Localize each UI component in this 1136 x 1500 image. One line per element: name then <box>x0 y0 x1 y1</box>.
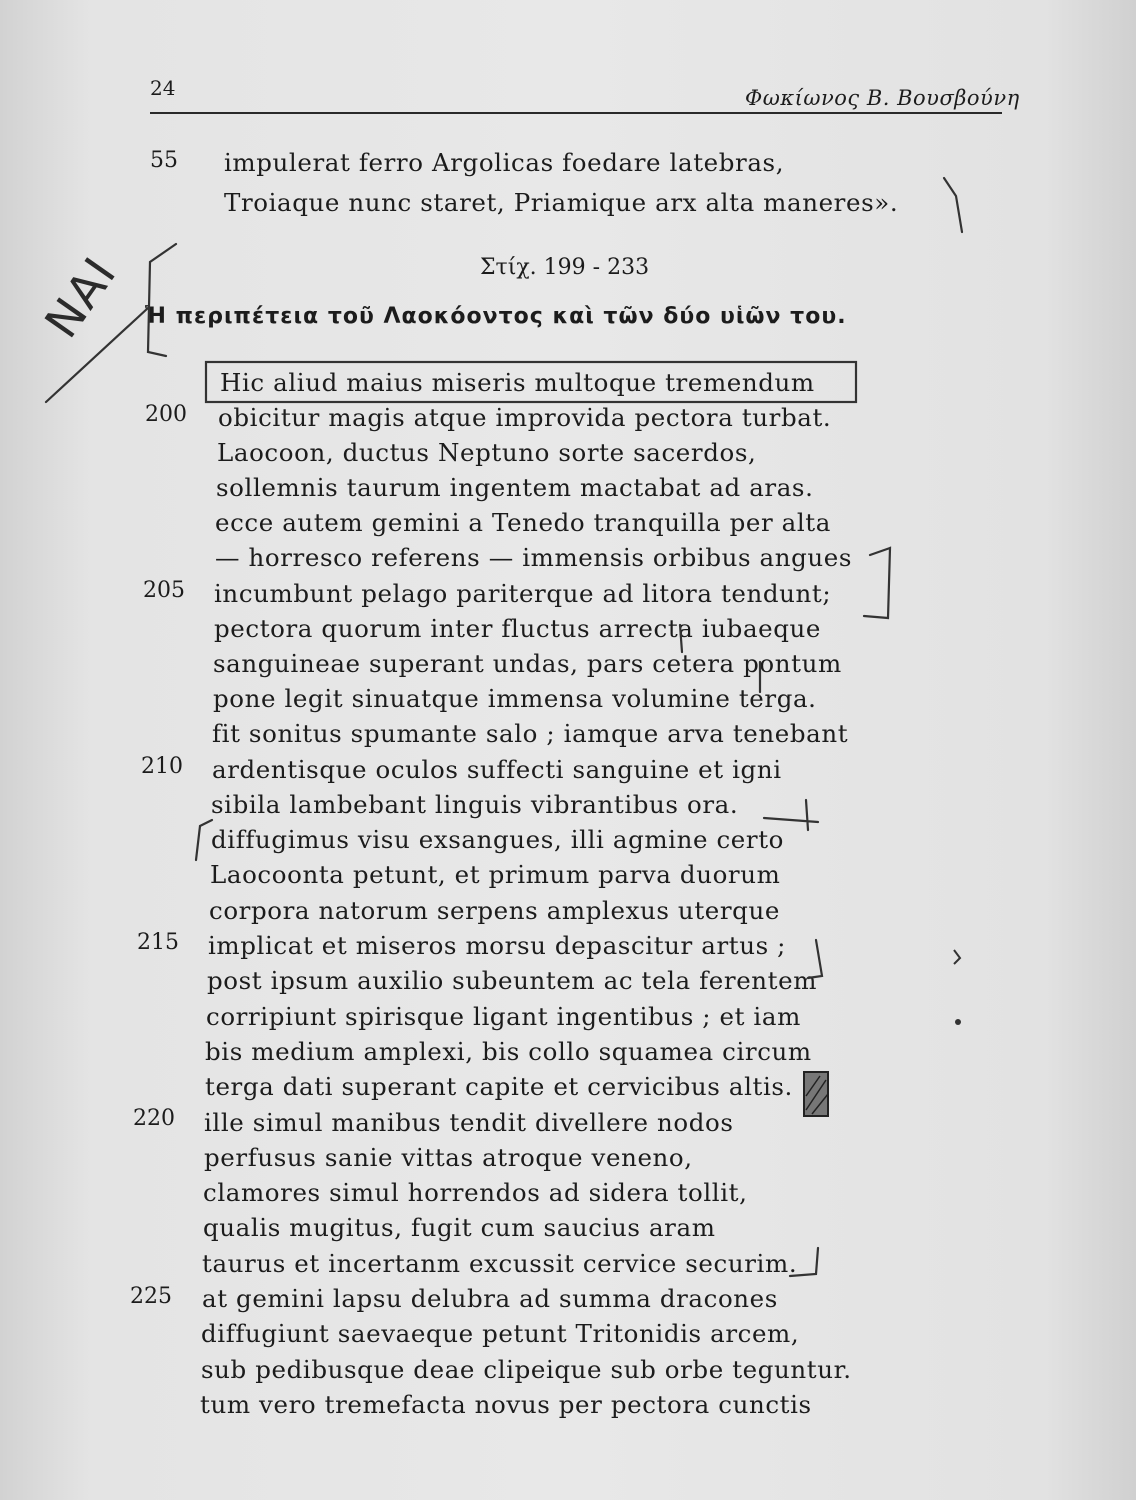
verse-line: fit sonitus spumante salo ; iamque arva tenebant <box>212 719 849 748</box>
verse-line: corpora natorum serpens amplexus uterque <box>209 896 780 925</box>
verse-line: sollemnis taurum ingentem mactabat ad aras. <box>216 473 814 502</box>
verse-line: tum vero tremefacta novus per pectora cunctis <box>200 1390 812 1419</box>
check-mark-icon <box>764 800 818 830</box>
running-head: Φωκίωνος Β. Βουσβούνη <box>745 86 1020 110</box>
verse-line: sibila lambebant linguis vibrantibus ora. <box>211 790 739 819</box>
line-number: 205 <box>143 578 185 603</box>
check-mark-icon <box>790 1248 818 1276</box>
verse-line: clamores simul horrendos ad sidera tollit, <box>203 1178 748 1207</box>
verse-line: sub pedibusque deae clipeique sub orbe teguntur. <box>201 1355 852 1384</box>
verse-line: qualis mugitus, fugit cum saucius aram <box>203 1213 716 1242</box>
verse-line: diffugimus visu exsangues, illi agmine certo <box>211 825 785 854</box>
verse-reference: Στίχ. 199 - 233 <box>480 255 650 280</box>
line-number: 55 <box>150 148 178 173</box>
verse-line: terga dati superant capite et cervicibus altis. <box>205 1072 793 1101</box>
verse-line: at gemini lapsu delubra ad summa dracones <box>202 1284 778 1313</box>
verse-line: obicitur magis atque improvida pectora turbat. <box>218 403 832 432</box>
page-number: 24 <box>150 76 176 100</box>
verse-line: ardentisque oculos suffecti sanguine et igni <box>212 755 782 784</box>
bracket-mark <box>864 548 890 618</box>
line-number: 215 <box>137 930 179 955</box>
verse-line: — horresco referens — immensis orbibus angues <box>215 543 853 572</box>
verse-line: Laocoon, ductus Neptuno sorte sacerdos, <box>217 438 757 467</box>
highlight-box <box>206 362 856 402</box>
verse-line: Troiaque nunc staret, Priamique arx alta maneres». <box>224 188 899 217</box>
bracket-mark <box>808 940 822 978</box>
verse-line: implicat et miseros morsu depascitur artus ; <box>208 931 786 960</box>
verse-line: incumbunt pelago pariterque ad litora tendunt; <box>214 579 832 608</box>
bracket-mark <box>196 820 212 860</box>
verse-line: perfusus sanie vittas atroque veneno, <box>204 1143 693 1172</box>
verse-line: pone legit sinuatque immensa volumine terga. <box>213 684 817 713</box>
verse-line: taurus et incertanm excussit cervice securim. <box>202 1249 798 1278</box>
bracket-mark <box>148 244 176 356</box>
line-number: 210 <box>141 754 183 779</box>
verse-line: ecce autem gemini a Tenedo tranquilla per alta <box>215 508 831 537</box>
margin-tick <box>954 950 960 964</box>
line-number: 220 <box>133 1106 175 1131</box>
verse-line: Hic aliud maius miseris multoque tremendum <box>220 368 815 397</box>
line-number: 200 <box>145 402 187 427</box>
handwritten-margin-note: NAI <box>34 246 128 348</box>
pencil-slash <box>46 308 148 402</box>
verse-line: pectora quorum inter fluctus arrecta iubaeque <box>214 614 822 643</box>
verse-line: post ipsum auxilio subeuntem ac tela ferentem <box>207 966 818 995</box>
margin-dot <box>955 1019 961 1025</box>
caesura-mark <box>680 625 760 692</box>
verse-line: impulerat ferro Argolicas foedare latebras, <box>224 148 785 177</box>
verse-line: sanguineae superant undas, pars cetera pontum <box>213 649 842 678</box>
section-title: Ἡ περιπέτεια τοῦ Λαοκόοντος καὶ τῶν δύο υἱῶν του. <box>145 304 847 329</box>
verse-line: corripiunt spirisque ligant ingentibus ; et iam <box>206 1002 801 1031</box>
verse-line: Laocoonta petunt, et primum parva duorum <box>210 860 781 889</box>
line-number: 225 <box>130 1284 172 1309</box>
verse-line: diffugiunt saevaeque petunt Tritonidis arcem, <box>201 1319 800 1348</box>
verse-line: bis medium amplexi, bis collo squamea circum <box>205 1037 812 1066</box>
verse-line: ille simul manibus tendit divellere nodos <box>204 1108 734 1137</box>
check-mark-icon <box>944 178 962 232</box>
